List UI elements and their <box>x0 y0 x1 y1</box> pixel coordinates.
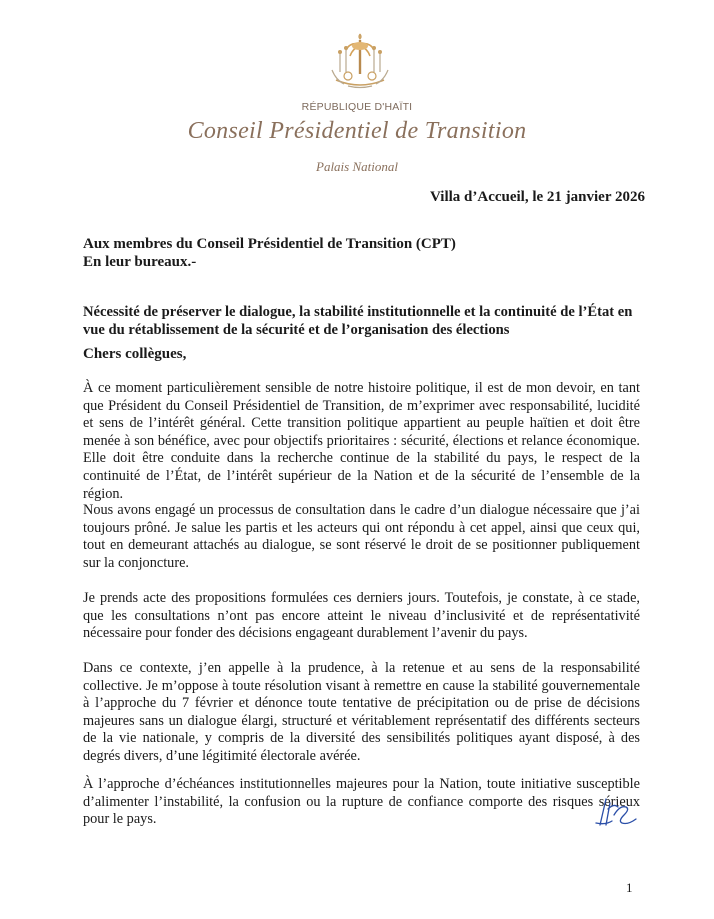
haiti-coat-of-arms-icon <box>328 30 392 92</box>
page-number: 1 <box>626 880 633 895</box>
body-paragraph: Dans ce contexte, j’en appelle à la prudence, à la retenue et au sens de la responsabilité collective. Je m’oppose à toute résolution visant à remettre en cause la stabilité gouvernementale à l’approche du 7 février et dénonce toute tentative de précipitation ou de prise de décisions majeures sans un dialogue élargi, structuré et véritablement représentatif des différents secteurs de la vie nationale, y compris de la diversité des sensibilités politiques ayant disposé, à des degrés divers, d’une légitimité électorale avérée. <box>83 660 640 764</box>
body-paragraph: À ce moment particulièrement sensible de notre histoire politique, il est de mon devoir, en tant que Président du Conseil Présidentiel de Transition, de m’exprimer avec responsabilité, lucidité et sens de l’intérêt général. Cette transition politique appartient au peuple haïtien et doit être menée à son bénéfice, avec pour objectifs prioritaires : sécurité, élections et relance économique. Elle doit être conduite dans la recherche continue de la stabilité du pays, le respect de la continuité de l’État, de l’intérêt supérieur de la Nation et de la sécurité de l’ensemble de la région. <box>83 380 640 502</box>
council-title: Conseil Présidentiel de Transition <box>187 118 527 144</box>
body-paragraph: Je prends acte des propositions formulées ces derniers jours. Toutefois, je constate, à ce stade, que les consultations n’ont pas encore atteint le niveau d’inclusivité et de représentativité nécessaire pour fonder des décisions engageant durablement l’avenir du pays. <box>83 590 640 642</box>
recipient-line: Aux membres du Conseil Présidentiel de Transition (CPT) <box>83 236 456 252</box>
body-paragraph: À l’approche d’échéances institutionnelles majeures pour la Nation, toute initiative susceptible d’alimenter l’instabilité, la confusion ou la rupture de confiance comporte des risques sérieux pour le pays. <box>83 776 640 828</box>
palace-label: Palais National <box>316 159 398 174</box>
subject-heading: Nécessité de préserver le dialogue, la stabilité institutionnelle et la continuité de l’État en vue du rétablissement de la sécurité et de l’organisation des élections <box>83 304 633 338</box>
recipient-block <box>83 235 456 271</box>
dateline: Villa d’Accueil, le 21 janvier 2026 <box>430 189 645 205</box>
initials-signature-icon <box>590 795 638 827</box>
republic-label: RÉPUBLIQUE D'HAÏTI <box>301 101 413 113</box>
body-paragraph: Nous avons engagé un processus de consultation dans le cadre d’un dialogue nécessaire que j’ai toujours prôné. Je salue les partis et les acteurs qui ont répondu à cet appel, ainsi que ceux qui, tout en demeurant attachés au dialogue, se sont réservé le droit de se positionner publiquement sur la conjoncture. <box>83 502 640 571</box>
salutation: Chers collègues, <box>83 346 187 362</box>
recipient-line: En leur bureaux.- <box>83 254 197 270</box>
